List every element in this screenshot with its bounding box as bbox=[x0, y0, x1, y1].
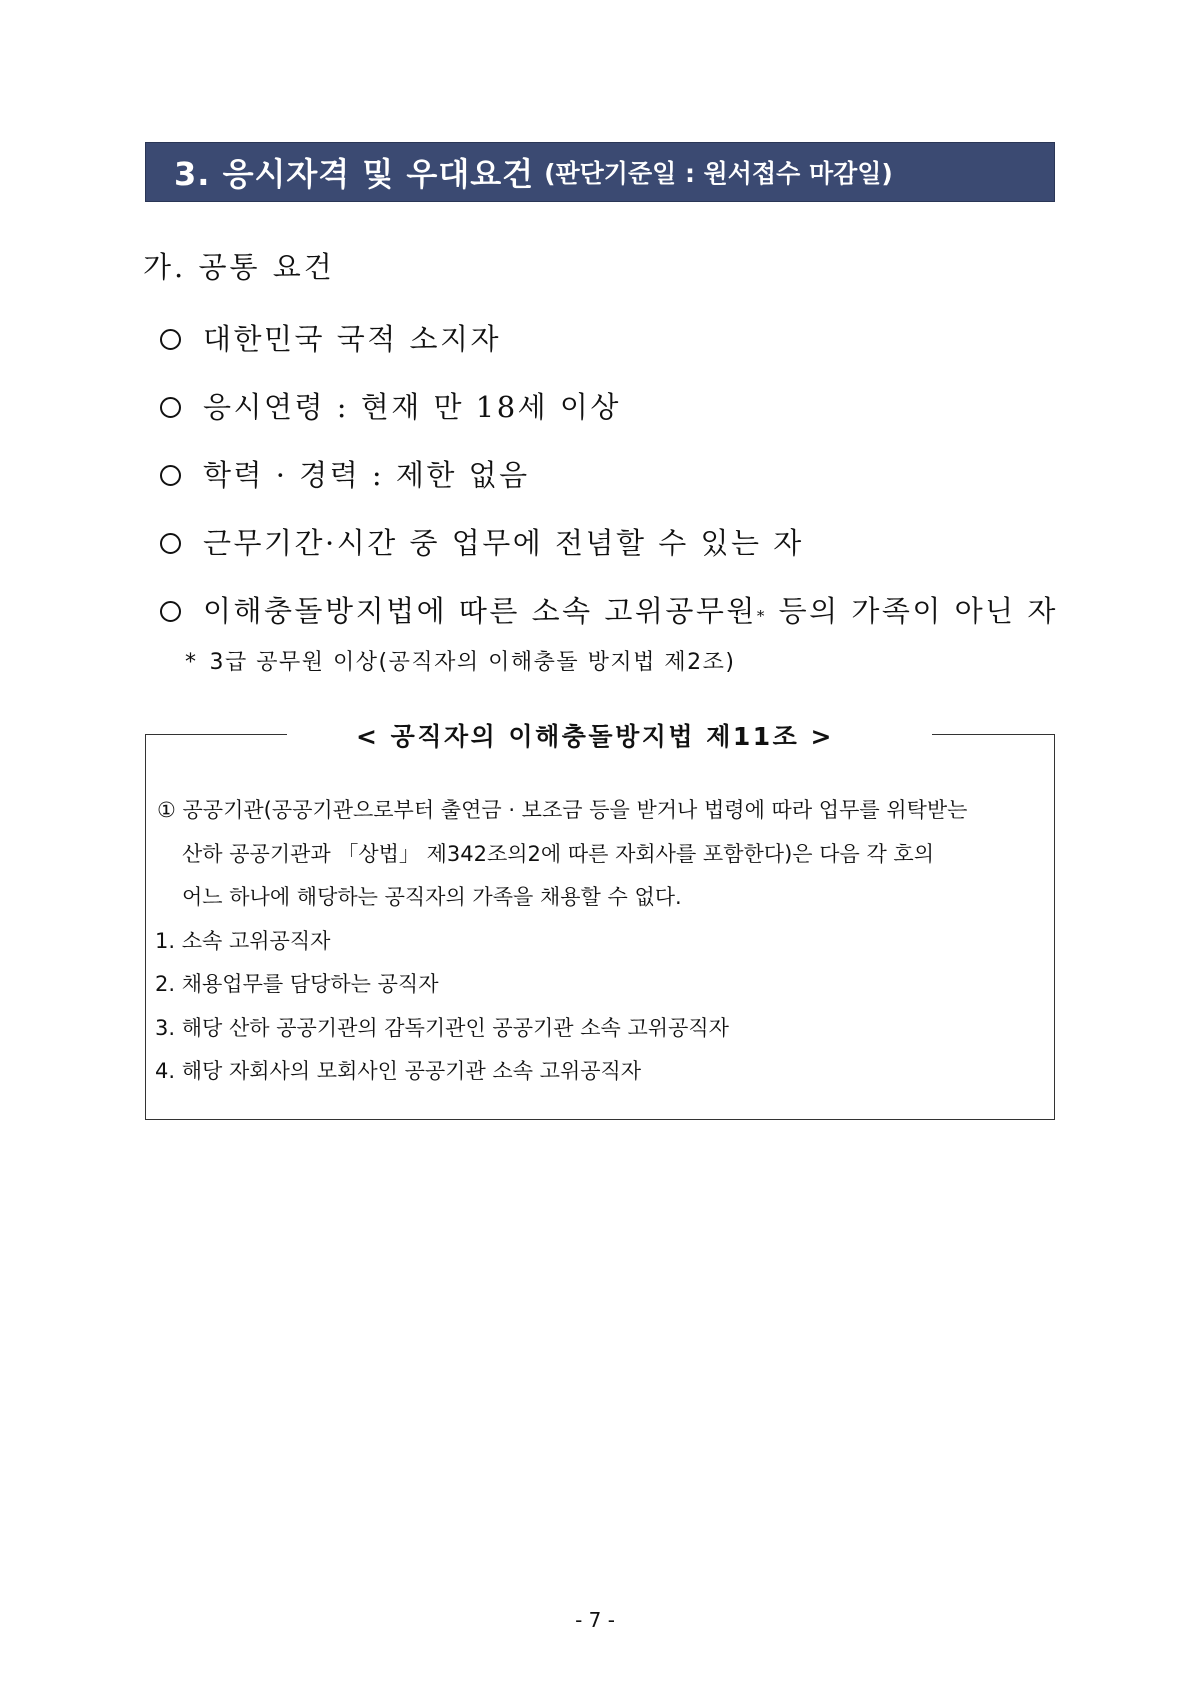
footnote-text: 3급 공무원 이상(공직자의 이해충돌 방지법 제2조) bbox=[209, 650, 736, 675]
circle-bullet-icon bbox=[160, 329, 181, 350]
requirement-text: 학력 · 경력 : 제한 없음 bbox=[203, 458, 530, 492]
requirement-item-age bbox=[160, 385, 621, 426]
circle-bullet-icon bbox=[160, 601, 181, 622]
footnote-marker: * bbox=[756, 607, 767, 625]
footnote-star: * bbox=[185, 650, 198, 675]
law-list-item: 3. 해당 산하 공공기관의 감독기관인 공공기관 소속 고위공직자 bbox=[155, 1016, 729, 1040]
law-list-item: 2. 채용업무를 담당하는 공직자 bbox=[155, 972, 439, 996]
footnote bbox=[185, 645, 735, 676]
requirement-item-education bbox=[160, 453, 530, 494]
requirement-text: 근무기간·시간 중 업무에 전념할 수 있는 자 bbox=[203, 526, 804, 560]
section-header bbox=[145, 142, 1055, 202]
circle-bullet-icon bbox=[160, 397, 181, 418]
requirement-item-dedication bbox=[160, 521, 804, 562]
law-paragraph-line: 어느 하나에 해당하는 공직자의 가족을 채용할 수 없다. bbox=[182, 885, 682, 909]
circle-bullet-icon bbox=[160, 465, 181, 486]
box-top-border-right bbox=[932, 734, 1055, 735]
page-number: - 7 - bbox=[575, 1608, 615, 1632]
box-top-border-left bbox=[145, 734, 287, 735]
requirement-text: 이해충돌방지법에 따른 소속 고위공무원 bbox=[203, 594, 757, 628]
requirement-item-conflict-of-interest bbox=[160, 589, 1058, 630]
law-list-item: 1. 소속 고위공직자 bbox=[155, 929, 331, 953]
law-list-item: 4. 해당 자회사의 모회사인 공공기관 소속 고위공직자 bbox=[155, 1059, 642, 1083]
requirement-text: 대한민국 국적 소지자 bbox=[203, 322, 502, 356]
section-subtitle: (판단기준일 : 원서접수 마감일) bbox=[544, 159, 893, 188]
circle-bullet-icon bbox=[160, 533, 181, 554]
common-requirements-heading: 가. 공통 요건 bbox=[143, 250, 335, 284]
law-box-title: < 공직자의 이해충돌방지법 제11조 > bbox=[356, 722, 834, 751]
requirement-item-nationality bbox=[160, 317, 501, 358]
law-paragraph-line: ① 공공기관(공공기관으로부터 출연금 · 보조금 등을 받거나 법령에 따라 업무를 위탁받는 bbox=[157, 798, 968, 822]
section-title: 3. 응시자격 및 우대요건 bbox=[174, 155, 535, 193]
law-paragraph-line: 산하 공공기관과 「상법」 제342조의2에 따른 자회사를 포함한다)은 다음 각 호의 bbox=[182, 842, 935, 866]
requirement-text: 응시연령 : 현재 만 18세 이상 bbox=[203, 390, 621, 424]
requirement-text-suffix: 등의 가족이 아닌 자 bbox=[766, 594, 1058, 628]
